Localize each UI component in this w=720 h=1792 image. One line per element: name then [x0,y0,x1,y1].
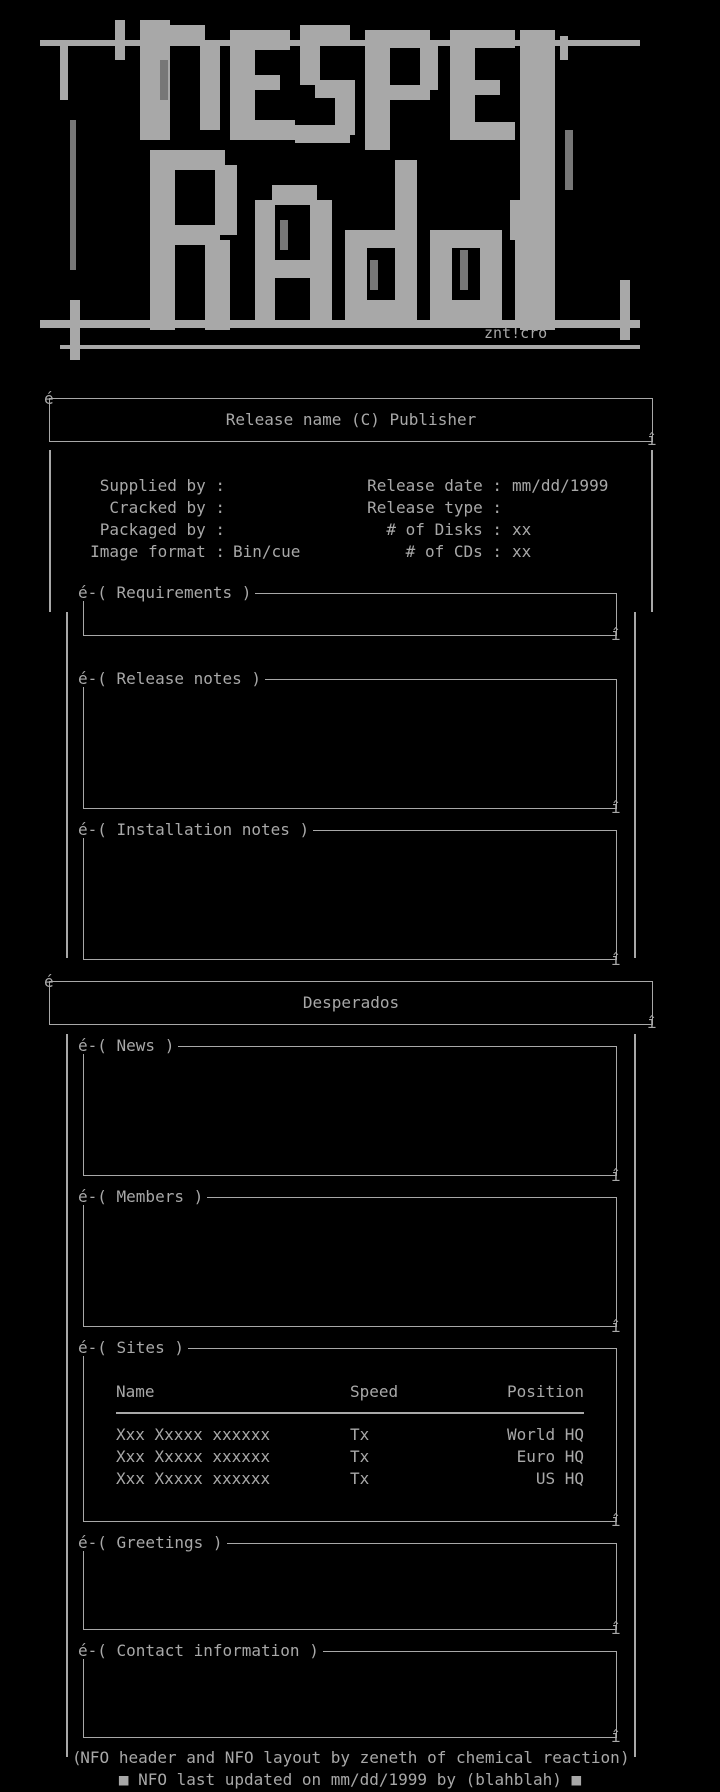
corner-glyph: î [611,1619,621,1638]
logo-signature: znt!cro [484,324,548,342]
release-title: Release name (C) Publisher [225,410,477,429]
contact-heading: é-( Contact information ) [78,1643,323,1659]
news-box [83,1046,617,1176]
cds-value: xx [512,542,532,561]
corner-glyph: î [611,1166,621,1185]
inner-left-border [66,612,68,958]
site-position: World HQ [506,1425,584,1444]
release-notes-box [83,679,617,809]
members-heading: é-( Members ) [78,1189,207,1205]
members-box [83,1197,617,1327]
inner-right-border [634,612,636,958]
image-format-label: Image format : [90,542,225,561]
site-position: Euro HQ [516,1447,584,1466]
packaged-by-label: Packaged by : [99,520,225,539]
corner-glyph: î [611,950,621,969]
corner-glyph: î [611,1727,621,1746]
desperados-logo [40,0,680,380]
corner-glyph: î [611,1317,621,1336]
sites-heading: é-( Sites ) [78,1340,188,1356]
sites-header-speed: Speed [350,1382,399,1401]
release-date-value: mm/dd/1999 [512,476,609,495]
inner-right-border-lower [634,1034,636,1757]
release-type-label: Release type : [367,498,502,517]
sites-header-divider [116,1412,584,1414]
site-speed: Tx [350,1469,370,1488]
greetings-heading: é-( Greetings ) [78,1535,227,1551]
disks-label: # of Disks : [386,520,502,539]
sites-header-position: Position [506,1382,584,1401]
supplied-by-label: Supplied by : [99,476,225,495]
release-date-label: Release date : [367,476,502,495]
installation-notes-heading: é-( Installation notes ) [78,822,313,838]
corner-glyph: î [611,798,621,817]
image-format-value: Bin/cue [233,542,301,561]
corner-glyph: î [611,1511,621,1530]
site-speed: Tx [350,1447,370,1466]
news-heading: é-( News ) [78,1038,178,1054]
site-position: US HQ [535,1469,584,1488]
corner-glyph: î [647,1013,657,1032]
outer-left-border [49,450,51,612]
site-name: Xxx Xxxxx xxxxxx [116,1469,271,1488]
corner-glyph: é [44,972,54,991]
greetings-box [83,1543,617,1630]
footer-bracket-open: ( [72,1748,82,1767]
cracked-by-label: Cracked by : [109,498,225,517]
cds-label: # of CDs : [405,542,502,561]
footer-bracket-close: ) [620,1748,630,1767]
footer-credit: NFO header and NFO layout by zeneth of chemical reaction [80,1748,620,1767]
site-name: Xxx Xxxxx xxxxxx [116,1425,271,1444]
contact-box [83,1651,617,1738]
inner-left-border-lower [66,1034,68,1757]
site-speed: Tx [350,1425,370,1444]
release-notes-heading: é-( Release notes ) [78,671,265,687]
footer-updated: ■ NFO last updated on mm/dd/1999 by (blahblah) ■ [118,1770,582,1789]
disks-value: xx [512,520,532,539]
installation-notes-box [83,830,617,960]
corner-glyph: î [647,430,657,449]
corner-glyph: é [44,389,54,408]
sites-header-name: Name [116,1382,155,1401]
outer-right-border [651,450,653,612]
requirements-heading: é-( Requirements ) [78,585,255,601]
corner-glyph: î [611,625,621,644]
site-name: Xxx Xxxxx xxxxxx [116,1447,271,1466]
group-name: Desperados [302,993,400,1012]
